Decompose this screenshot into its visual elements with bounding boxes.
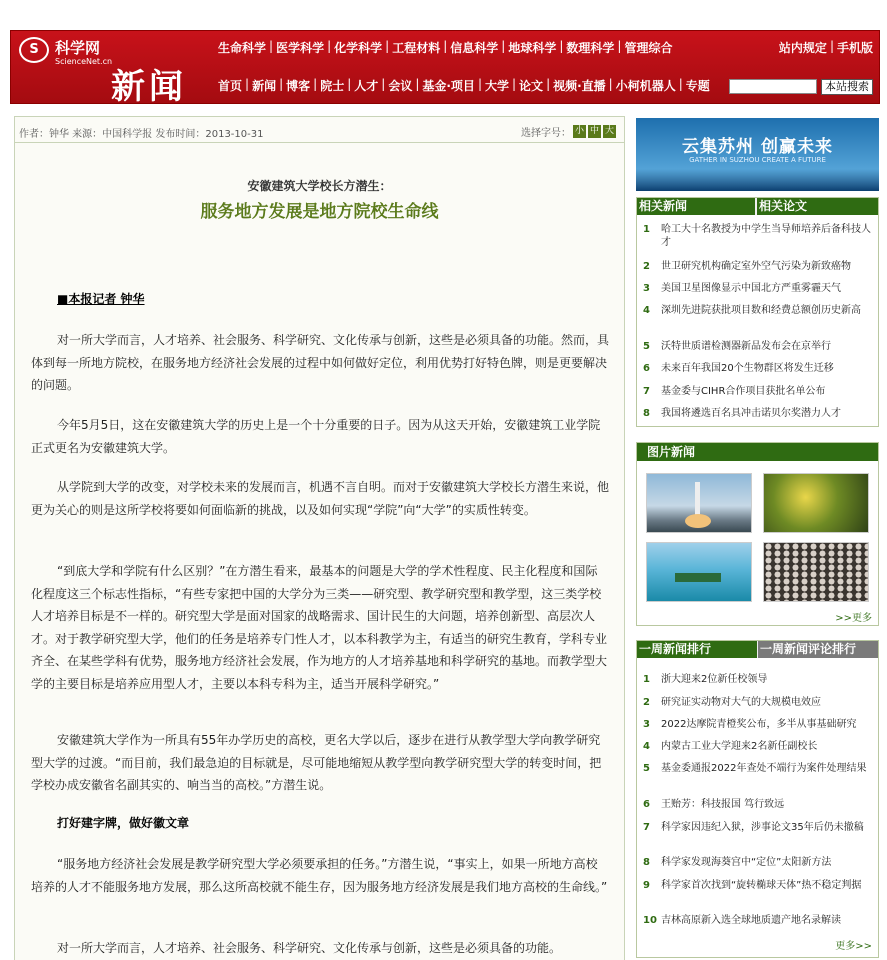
nav-talent[interactable]: 人才: [354, 79, 379, 93]
related-news-item[interactable]: 6 未来百年我国20个生物群区将发生迁移: [643, 363, 834, 374]
related-tabbar: [637, 198, 878, 215]
photo-news-box: [636, 442, 879, 626]
nav-academician[interactable]: 院士: [320, 79, 345, 93]
font-size-label: 选择字号：: [521, 128, 571, 139]
rocket-launch-photo[interactable]: [646, 473, 752, 533]
related-news-item[interactable]: 8 我国将遴选百名具冲击诺贝尔奖潜力人才: [643, 408, 841, 419]
nav-mobile[interactable]: 手机版: [836, 41, 873, 55]
seeds-photo[interactable]: [763, 542, 869, 602]
nav-robot[interactable]: 小柯机器人: [615, 79, 676, 93]
weekly-tabbar: [637, 641, 878, 658]
related-news-item[interactable]: 7 基金委与CIHR合作项目获批名单公布: [643, 386, 826, 397]
nav-medical-science[interactable]: 医学科学: [276, 41, 325, 55]
yellow-flower-photo[interactable]: [763, 473, 869, 533]
font-size-selector: [521, 124, 616, 139]
nav-site-rules[interactable]: 站内规定: [778, 41, 827, 55]
nav-life-science[interactable]: 生命科学: [218, 41, 267, 55]
nav-chemistry[interactable]: 化学科学: [334, 41, 383, 55]
article-meta: 作者：钟华 来源：中国科学报 发布时间：2013-10-31: [19, 129, 264, 140]
article-paragraph: 今年5月5日，这在安徽建筑大学的历史上是一个十分重要的日子。因为从这天开始，安徽建筑工业学院正式更名为安徽建筑大学。: [31, 418, 601, 455]
section-title: 新闻: [111, 67, 187, 107]
article-paragraph: 从学院到大学的改变，对学校未来的发展而言，机遇不言自明。而对于安徽建筑大学校长方潜生来说，他更为关心的则是这所学校将要如何面临新的挑战，以及如何实现“学院”向“大学”的实质性转变。: [31, 480, 610, 517]
related-news-item[interactable]: 3 美国卫星图像显示中国北方严重雾霾天气: [643, 283, 841, 294]
weekly-news-item[interactable]: 8 科学家发现海葵宫中“定位”太阳新方法: [643, 857, 832, 868]
weekly-news-item[interactable]: 6 王贻芳：科技报国 笃行致远: [643, 799, 785, 810]
nav-meeting[interactable]: 会议: [388, 79, 413, 93]
banner-skyline: [636, 169, 879, 191]
nav-news[interactable]: 新闻: [252, 79, 277, 93]
article-subtitle: 安徽建筑大学校长方潜生：: [247, 179, 392, 193]
article-section-heading: 打好建字牌，做好徽文章: [57, 816, 190, 830]
weekly-news-item[interactable]: 10 吉林高原新入选全球地质遗产地名录解读: [643, 915, 841, 926]
banner-text: 云集苏州 创赢未来: [682, 137, 833, 157]
font-size-large-button[interactable]: 大: [604, 126, 614, 136]
ship-at-sea-photo[interactable]: [646, 542, 752, 602]
article-meta-bar: [15, 117, 624, 143]
nav-home[interactable]: 首页: [218, 79, 243, 93]
tab-weekly-comments[interactable]: 一周新闻评论排行: [758, 641, 878, 658]
nav-management[interactable]: 管理综合: [624, 41, 673, 55]
tab-related-news[interactable]: 相关新闻: [637, 198, 755, 215]
article-panel: [14, 116, 625, 960]
article-paragraph: 安徽建筑大学作为一所具有55年办学历史的高校，更名大学以后，逐步在进行从教学型大学向教学研究型大学的过渡。“而目前，我们最急迫的目标就是，尽可能地缩短从教学型向教学研究型大学的转变时间，把学校办成安徽省名副其实的、响当当的高校。”方潜生说。: [31, 733, 602, 792]
discipline-nav: 生命科学 | 医学科学 | 化学科学 | 工程材料 | 信息科学 | 地球科学 | 数理科学 | 管理综合: [218, 39, 673, 55]
related-news-item[interactable]: 1 哈工大十名教授为中学生当导师培养后备科技人才: [643, 224, 871, 248]
photo-news-more-link[interactable]: >>更多: [835, 613, 872, 624]
related-news-box: [636, 197, 879, 427]
nav-math-physics[interactable]: 数理科学: [566, 41, 615, 55]
nav-paper[interactable]: 论文: [519, 79, 544, 93]
article-paragraph: “到底大学和学院有什么区别？”在方潜生看来，最基本的问题是大学的学术性程度、民主化程度和国际化程度这三个标志性指标，“有些专家把中国的大学分为三类——研究型、教学研究型和教学型，这三类学校人才培养目标是不一样的。研究型大学是面对国家的战略需求、国计民生的大问题，培养创新型、高层次人才。对于教学研究型大学，他们的任务是培养专门性人才，以本科教学为主，有适当的研究生教育，学科专业齐全、在某些学科有优势，服务地方经济社会发展，作为地方的人才培养基地和科学研究的基地。而教学型大学的主要目标是培养应用型人才，主要以本科专科为主，适当开展科学研究。”: [31, 564, 608, 691]
weekly-more-link[interactable]: 更多>>: [835, 941, 872, 952]
related-news-item[interactable]: 5 沃特世质谱检测器新品发布会在京举行: [643, 341, 831, 352]
logo-domain: ScienceNet.cn: [55, 57, 113, 66]
photo-news-title: 图片新闻: [637, 443, 878, 461]
banner-subtext: GATHER IN SUZHOU CREATE A FUTURE: [689, 156, 826, 164]
related-news-item[interactable]: 4 深圳先进院获批项目数和经费总额创历史新高: [643, 305, 861, 316]
logo-text[interactable]: 科学网: [55, 39, 101, 57]
weekly-news-item[interactable]: 7 科学家因违纪入狱，涉事论文35年后仍未撤稿: [643, 822, 864, 833]
article-paragraph: 对一所大学而言，人才培养、社会服务、科学研究、文化传承与创新，这些是必须具备的功能。: [57, 941, 562, 955]
nav-blog[interactable]: 博客: [286, 79, 311, 93]
nav-information[interactable]: 信息科学: [450, 41, 499, 55]
tab-related-papers[interactable]: 相关论文: [757, 198, 878, 215]
weekly-news-item[interactable]: 4 内蒙古工业大学迎来2名新任副校长: [643, 741, 818, 752]
weekly-news-item[interactable]: 3 2022达摩院青橙奖公布，多半从事基础研究: [643, 719, 857, 730]
nav-university[interactable]: 大学: [484, 79, 509, 93]
weekly-news-item[interactable]: 2 研究证实动物对大气的大规模电效应: [643, 697, 821, 708]
utility-nav: 站内规定 | 手机版: [778, 39, 873, 55]
site-header: [10, 30, 880, 107]
article-title: 服务地方发展是地方院校生命线: [200, 202, 439, 222]
weekly-ranking-box: [636, 640, 879, 958]
weekly-news-item[interactable]: 1 浙大迎来2位新任校领导: [643, 674, 768, 685]
article-byline: ■本报记者 钟华: [57, 292, 145, 306]
nav-fund-project[interactable]: 基金·项目: [422, 79, 475, 93]
article-paragraph: “服务地方经济社会发展是教学研究型大学必须要承担的任务。”方潜生说，“事实上，如果一所地方高校培养的人才不能服务地方发展，那么这所高校就不能生存，因为服务地方经济发展是我们地方高校的生命线。”: [31, 857, 608, 894]
weekly-news-item[interactable]: 5 基金委通报2022年查处不端行为案件处理结果: [643, 763, 867, 774]
exhaust-plume: [685, 514, 711, 528]
sciencenet-logo-icon[interactable]: S: [19, 37, 49, 63]
nav-engineering[interactable]: 工程材料: [392, 41, 441, 55]
font-size-small-button[interactable]: 小: [574, 126, 584, 136]
nav-earth-science[interactable]: 地球科学: [508, 41, 557, 55]
main-nav: 首页 | 新闻 | 博客 | 院士 | 人才 | 会议 | 基金·项目 | 大学 | 论文 | 视频·直播 | 小柯机器人 | 专题: [218, 77, 710, 93]
search-input[interactable]: [729, 79, 817, 94]
weekly-news-item[interactable]: 9 科学家首次找到“旋转椭球天体”热不稳定判据: [643, 880, 862, 891]
search-button[interactable]: 本站搜索: [821, 79, 873, 95]
suzhou-ad-banner[interactable]: [636, 118, 879, 191]
nav-special-topic[interactable]: 专题: [685, 79, 710, 93]
font-size-medium-button[interactable]: 中: [589, 126, 599, 136]
nav-video-live[interactable]: 视频·直播: [553, 79, 606, 93]
article-paragraph: 对一所大学而言，人才培养、社会服务、科学研究、文化传承与创新，这些是必须具备的功能。然而，具体到每一所地方院校，在服务地方经济社会发展的过程中如何做好定位，利用优势打好特色牌，则是更要解决的问题。: [31, 333, 610, 392]
related-news-item[interactable]: 2 世卫研究机构确定室外空气污染为新致癌物: [643, 261, 851, 272]
ship-shape: [675, 573, 721, 582]
tab-weekly-news[interactable]: 一周新闻排行: [637, 641, 757, 658]
